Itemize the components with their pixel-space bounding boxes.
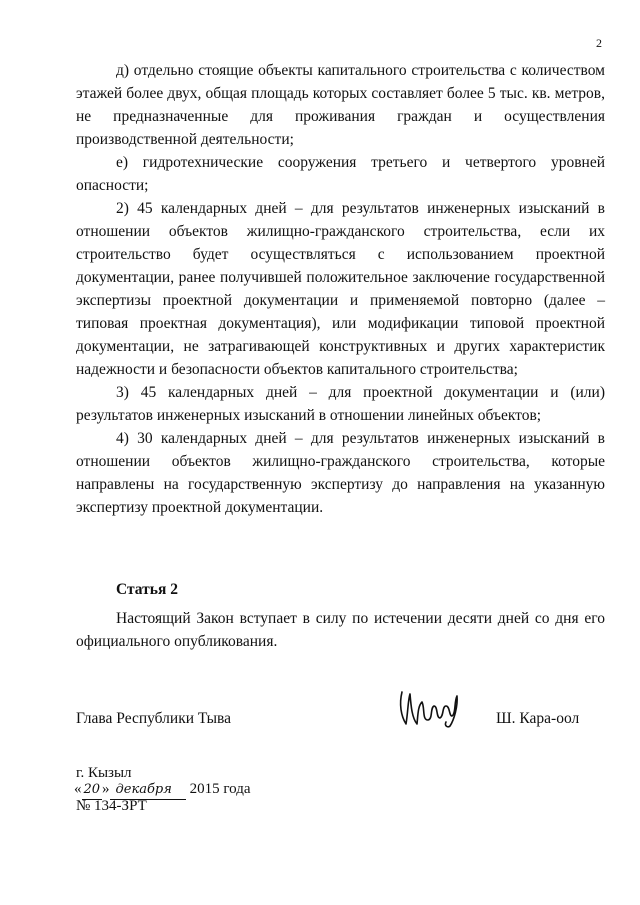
article-heading: Статья 2 <box>116 581 178 598</box>
document-body <box>76 59 605 519</box>
paragraph-e: е) гидротехнические сооружения третьего и четвертого уровней опасности; <box>76 154 605 194</box>
page-number: 2 <box>596 36 602 50</box>
paragraph-2: 2) 45 календарных дней – для результатов инженерных изысканий в отношении объектов жилищно-гражданского строительства, если их строительство будет осуществляться с использованием проектной документации, ранее получившей положительное заключение государственной экспертизы проектной документации и применяемой повторно (далее – типовая проектная документация), или модификации типовой проектной документации, не затрагивающей конструктивных и других характеристик надежности и безопасности объектов капитального строительства; <box>76 200 605 378</box>
city: г. Кызыл <box>76 765 132 781</box>
signatory-name: Ш. Кара-оол <box>496 710 580 727</box>
date-year: 2015 года <box>189 781 251 797</box>
signatory-title: Глава Республики Тыва <box>76 710 232 727</box>
article-text: Настоящий Закон вступает в силу по истечении десяти дней со дня его официального опубликования. <box>76 610 605 650</box>
date-month: декабря <box>110 781 186 800</box>
paragraph-3: 3) 45 календарных дней – для проектной документации и (или) результатов инженерных изысканий в отношении линейных объектов; <box>76 384 605 424</box>
date-close-quote: » <box>102 781 110 797</box>
law-number: № 134-ЗРТ <box>76 798 147 814</box>
paragraph-4: 4) 30 календарных дней – для результатов инженерных изысканий в отношении объектов жилищно-гражданского строительства, которые направлены на государственную экспертизу до направления на указанную экспертизу проектной документации. <box>76 430 605 516</box>
date-open-quote: « <box>74 781 82 797</box>
date-day: 20 <box>82 781 103 800</box>
paragraph-d: д) отдельно стоящие объекты капитального строительства с количеством этажей более двух, общая площадь которых составляет более 5 тыс. кв. метров, не предназначенные для проживания граждан и осуществления производственной деятельности; <box>76 62 605 148</box>
handwritten-signature <box>396 686 466 732</box>
